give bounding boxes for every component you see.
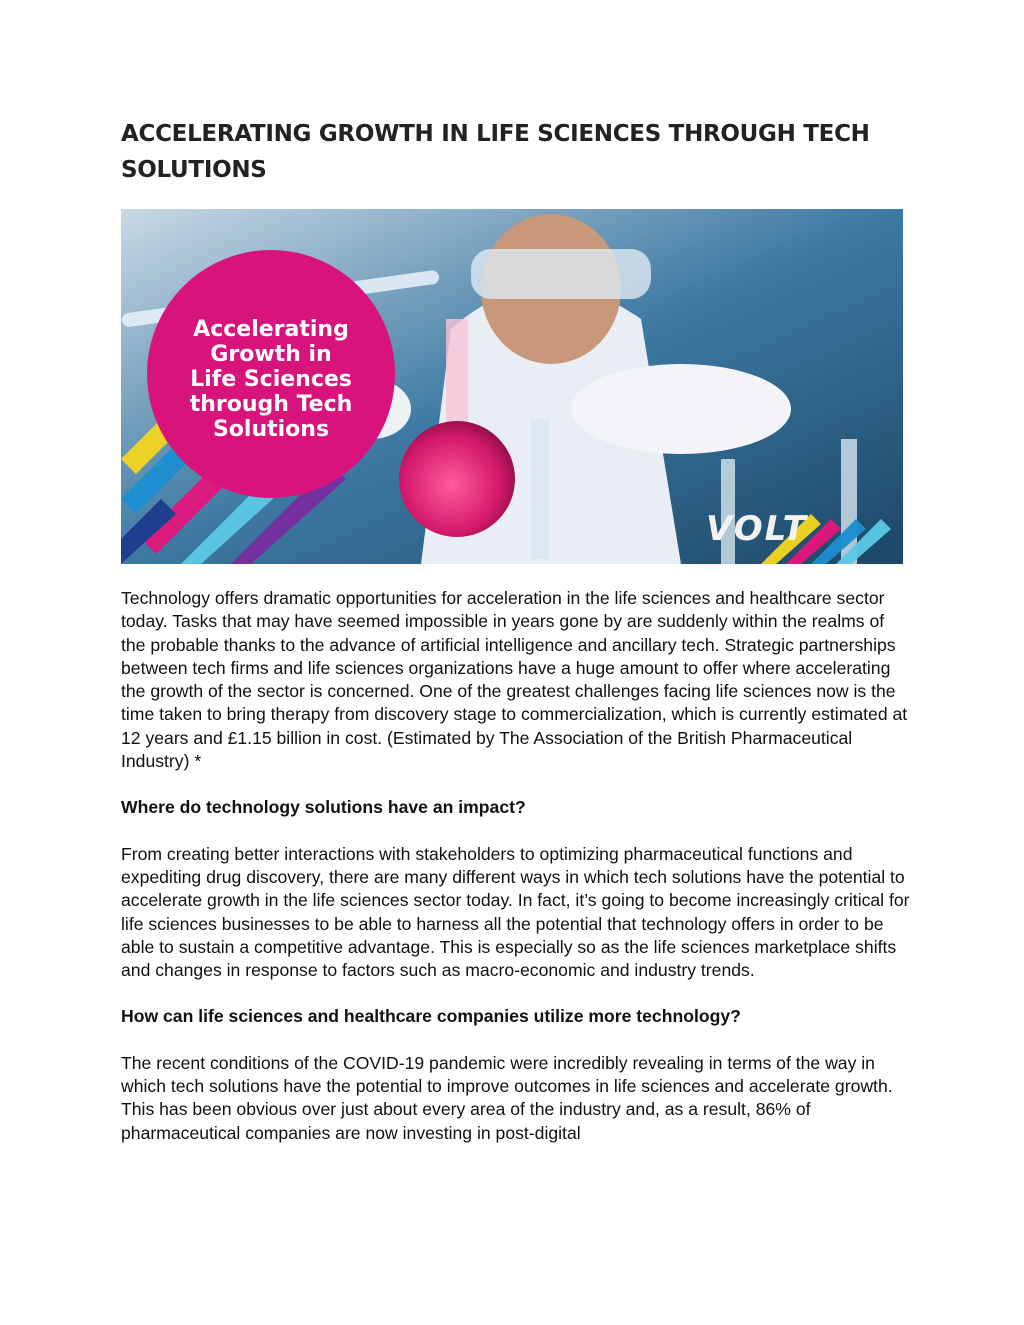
hero-image: [121, 209, 903, 564]
volt-logo: VOLT: [706, 509, 808, 549]
hero-line: Solutions: [212, 417, 330, 442]
body-paragraph: From creating better interactions with stakeholders to optimizing pharmaceutical functions and expediting drug discovery, there are many different ways in which tech solutions have the potential to accelerate growth in the life sciences sector today. In fact, it’s going to become increasingly critical for life sciences businesses to be able to harness all the potential that technology offers in order to be able to sustain a competitive advantage. This is especially so as the life sciences marketplace shifts and changes in response to factors such as macro-economic and industry trends.: [121, 843, 910, 981]
section-heading: How can life sciences and healthcare companies utilize more technology?: [121, 1006, 741, 1027]
hero-caption: [121, 317, 481, 442]
section-heading: Where do technology solutions have an impact?: [121, 797, 526, 818]
hero-line: Life Sciences: [190, 367, 352, 392]
body-paragraph: The recent conditions of the COVID-19 pandemic were incredibly revealing in terms of the way in which tech solutions have the potential to improve outcomes in life sciences and accelerate growth. This has been obvious over just about every area of the industry and, as a result, 86% of pharmaceutical companies are now investing in post-digital: [121, 1052, 893, 1143]
document-title: ACCELERATING GROWTH IN LIFE SCIENCES THROUGH TECH SOLUTIONS: [121, 121, 870, 183]
hero-line: Growth in: [210, 342, 332, 367]
hero-line: through Tech: [189, 392, 353, 417]
article-body: [121, 587, 911, 1168]
intro-paragraph: Technology offers dramatic opportunities for acceleration in the life sciences and healthcare sector today. Tasks that may have seemed impossible in years gone by are suddenly within the realms of the probable thanks to the advance of artificial intelligence and ancillary tech. Strategic partnerships between tech firms and life sciences organizations have a huge amount to offer where accelerating the growth of the sector is concerned. One of the greatest challenges facing life sciences now is the time taken to bring therapy from discovery stage to commercialization, which is currently estimated at 12 years and £1.15 billion in cost. (Estimated by The Association of the British Pharmaceutical Industry) *: [121, 588, 908, 772]
hero-line: Accelerating: [193, 317, 349, 342]
